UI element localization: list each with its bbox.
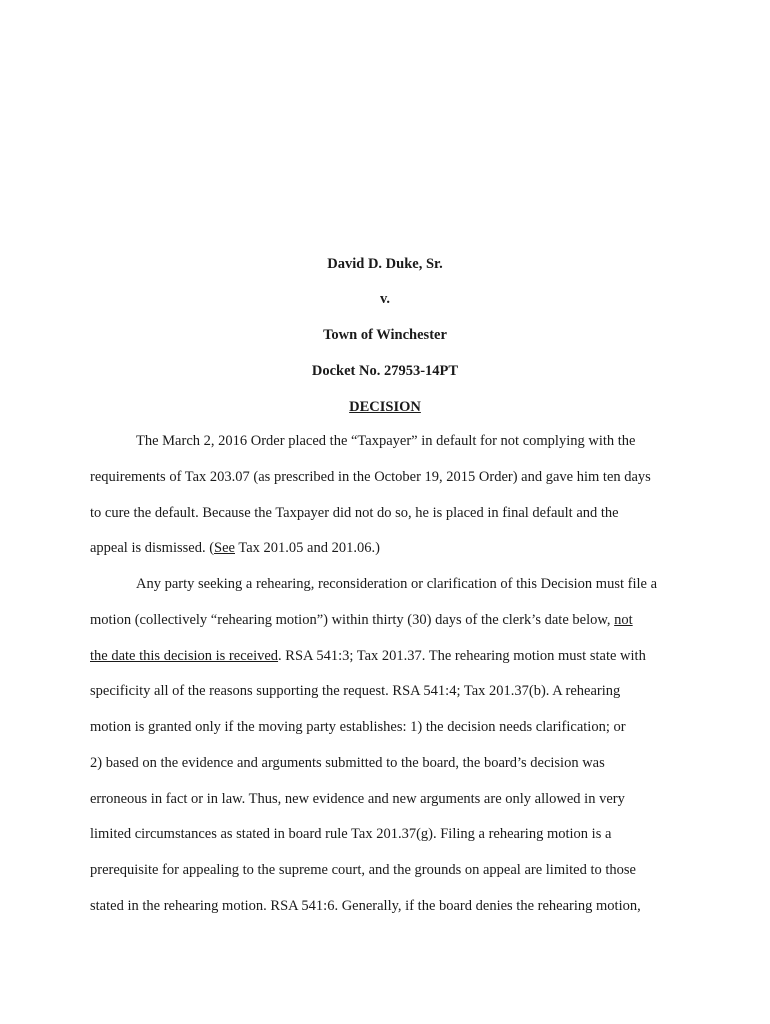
paragraph-2-line-7: erroneous in fact or in law. Thus, new evidence and new arguments are only allowed in very [90, 791, 625, 807]
paragraph-2-line-1: Any party seeking a rehearing, reconsideration or clarification of this Decision must file a [136, 576, 658, 592]
paragraph-1-line-2: requirements of Tax 203.07 (as prescribed in the October 19, 2015 Order) and gave him ten days [90, 469, 651, 485]
paragraph-2-line-2 [90, 611, 633, 629]
paragraph-2-line-8: limited circumstances as stated in board rule Tax 201.37(g). Filing a rehearing motion is a [90, 826, 612, 842]
paragraph-1-line-1: The March 2, 2016 Order placed the “Taxpayer” in default for not complying with the [136, 433, 636, 449]
decision-heading [0, 398, 770, 416]
caption-versus: v. [379, 291, 391, 307]
paragraph-2-line-5: motion is granted only if the moving party establishes: 1) the decision needs clarification; or [90, 719, 626, 735]
paragraph-2-line-9: prerequisite for appealing to the supreme court, and the grounds on appeal are limited to those [90, 862, 636, 878]
paragraph-2-line-6: 2) based on the evidence and arguments submitted to the board, the board’s decision was [90, 755, 605, 771]
paragraph-2-line-4: specificity all of the reasons supporting the request. RSA 541:4; Tax 201.37(b). A rehearing [90, 683, 621, 699]
text-segment: motion (collectively “rehearing motion”) within thirty (30) days of the clerk’s date below, [90, 612, 615, 628]
emphasis-date-received: the date this decision is received [90, 648, 279, 664]
paragraph-2-line-3 [90, 647, 646, 665]
docket-number: Docket No. 27953-14PT [311, 363, 459, 379]
text-segment: appeal is dismissed. ( [90, 540, 215, 556]
see-citation-signal: See [214, 540, 235, 556]
text-segment: Tax 201.05 and 201.06.) [234, 540, 380, 556]
decision-heading-text: DECISION [349, 399, 421, 415]
paragraph-1-line-4 [90, 539, 380, 557]
paragraph-2-line-10: stated in the rehearing motion. RSA 541:6. Generally, if the board denies the rehearing motion, [90, 898, 641, 914]
caption-party2: Town of Winchester [323, 327, 447, 343]
paragraph-1-line-3: to cure the default. Because the Taxpayer did not do so, he is placed in final default and the [90, 505, 619, 521]
emphasis-not: not [614, 612, 633, 628]
caption-party1: David D. Duke, Sr. [327, 256, 443, 272]
text-segment: . RSA 541:3; Tax 201.37. The rehearing motion must state with [278, 648, 646, 664]
